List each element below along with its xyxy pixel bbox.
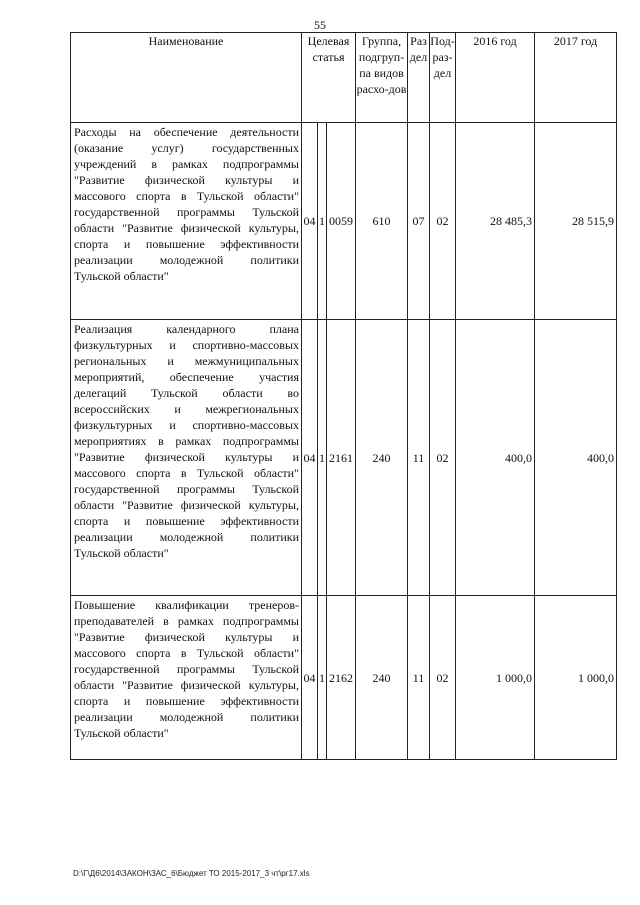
target-article-part1: 04 <box>302 596 318 760</box>
header-row <box>71 33 617 123</box>
amount-2016: 400,0 <box>456 320 535 596</box>
section-code: 07 <box>408 123 430 320</box>
target-article-part3: 2161 <box>327 320 356 596</box>
target-article-part2: 1 <box>318 123 327 320</box>
header-target-article: Целевая статья <box>302 33 356 123</box>
subsection-code: 02 <box>430 123 456 320</box>
target-article-part2: 1 <box>318 596 327 760</box>
subsection-code: 02 <box>430 596 456 760</box>
row-name: Повышение квалификации тренеров-преподавателей в рамках подпрограммы "Развитие физической культуры и массового спорта в Тульской области" государственной программы Тульской области "Развитие физической культуры, спорта и повышение эффективности реализации молодежной политики Тульской области" <box>71 596 302 760</box>
budget-table <box>70 32 617 760</box>
target-article-part3: 2162 <box>327 596 356 760</box>
target-article-part2: 1 <box>318 320 327 596</box>
header-name: Наименование <box>71 33 302 123</box>
header-2017: 2017 год <box>535 33 617 123</box>
amount-2017: 28 515,9 <box>535 123 617 320</box>
section-code: 11 <box>408 596 430 760</box>
amount-2017: 1 000,0 <box>535 596 617 760</box>
group-code: 240 <box>356 320 408 596</box>
target-article-part3: 0059 <box>327 123 356 320</box>
header-subsection: Под-раз-дел <box>430 33 456 123</box>
group-code: 610 <box>356 123 408 320</box>
row-name: Реализация календарного плана физкультурных и спортивно-массовых региональных и межмуниципальных мероприятий, обеспечение участия делегаций Тульской области во всероссийских и межрегиональных физкультурных и спортивно-массовых мероприятиях в рамках подпрограммы "Развитие физической культуры и массового спорта в Тульской области" государственной программы Тульской области "Развитие физической культуры, спорта и повышение эффективности реализации молодежной политики Тульской области" <box>71 320 302 596</box>
page-number: 55 <box>314 18 326 32</box>
amount-2017: 400,0 <box>535 320 617 596</box>
table-row <box>71 596 617 760</box>
table-row <box>71 123 617 320</box>
amount-2016: 1 000,0 <box>456 596 535 760</box>
target-article-part1: 04 <box>302 123 318 320</box>
row-name: Расходы на обеспечение деятельности (оказание услуг) государственных учреждений в рамках подпрограммы "Развитие физической культуры и массового спорта в Тульской области" государственной программы Тульской области "Развитие физической культуры, спорта и повышение эффективности реализации молодежной политики Тульской области" <box>71 123 302 320</box>
amount-2016: 28 485,3 <box>456 123 535 320</box>
group-code: 240 <box>356 596 408 760</box>
subsection-code: 02 <box>430 320 456 596</box>
target-article-part1: 04 <box>302 320 318 596</box>
section-code: 11 <box>408 320 430 596</box>
header-section: Раз дел <box>408 33 430 123</box>
table-row <box>71 320 617 596</box>
header-2016: 2016 год <box>456 33 535 123</box>
file-path-footer: D:\Г\Д6\2014\ЗАКОН\ЗАС_6\Бюджет ТО 2015-2017_3 чт\рг17.xls <box>73 869 310 878</box>
header-group: Группа, подгруп-па видов расхо-дов <box>356 33 408 123</box>
